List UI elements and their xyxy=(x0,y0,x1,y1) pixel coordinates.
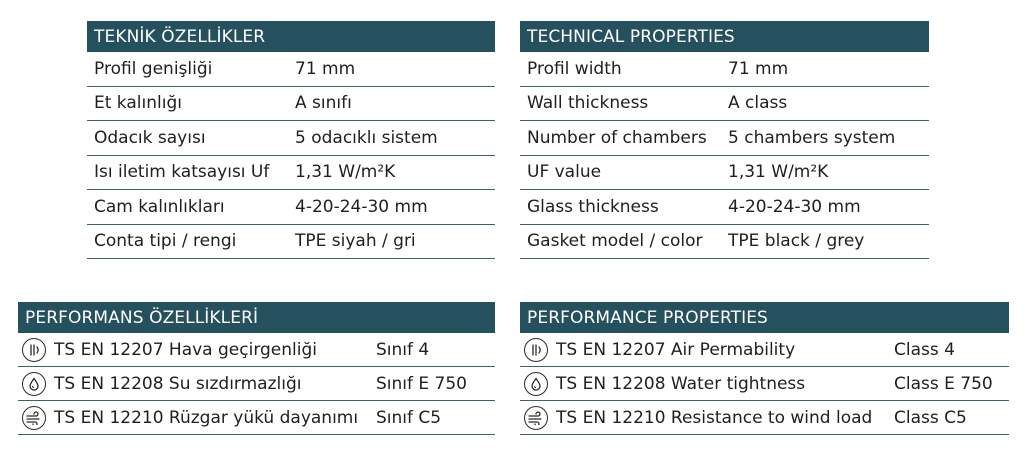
water-drop-icon xyxy=(22,372,46,396)
row-value: Sınıf C5 xyxy=(376,407,442,428)
row-value: Class C5 xyxy=(894,407,967,428)
row-value: 5 odacıklı sistem xyxy=(295,127,438,148)
table-row xyxy=(520,52,929,87)
table-row xyxy=(18,367,495,401)
table-row xyxy=(520,401,1009,435)
row-label: Et kalınlığı xyxy=(94,93,182,114)
wind-icon xyxy=(22,406,46,430)
row-label: TS EN 12208 Water tightness xyxy=(556,373,806,394)
row-value: 71 mm xyxy=(295,58,356,79)
row-value: 5 chambers system xyxy=(728,127,896,148)
performance-table-tr xyxy=(18,302,495,435)
row-label: Odacık sayısı xyxy=(94,127,206,148)
row-label: UF value xyxy=(527,162,602,183)
row-label: TS EN 12210 Resistance to wind load xyxy=(556,407,873,428)
table-row xyxy=(87,52,495,87)
table-row xyxy=(520,190,929,225)
row-value: Sınıf E 750 xyxy=(376,373,467,394)
row-value: Class 4 xyxy=(894,339,955,360)
row-label: Wall thickness xyxy=(527,93,649,114)
row-value: Class E 750 xyxy=(894,373,993,394)
row-label: Profil genişliği xyxy=(94,58,213,79)
row-value: 71 mm xyxy=(728,58,789,79)
row-value: 1,31 W/m²K xyxy=(728,162,829,183)
table-row xyxy=(520,367,1009,401)
row-label: Isı iletim katsayısı Uf xyxy=(94,162,270,183)
wind-icon xyxy=(524,406,548,430)
table-row xyxy=(520,225,929,260)
table-row xyxy=(520,156,929,191)
row-value: 1,31 W/m²K xyxy=(295,162,396,183)
row-label: Number of chambers xyxy=(527,127,707,148)
row-label: Gasket model / color xyxy=(527,231,703,252)
row-label: Profil width xyxy=(527,58,622,79)
table-row xyxy=(18,333,495,367)
table-row xyxy=(87,87,495,122)
technical-table-en xyxy=(520,21,929,259)
row-label: Cam kalınlıkları xyxy=(94,196,225,217)
technical-header-tr: TEKNİK ÖZELLİKLER xyxy=(87,21,495,52)
row-value: 4-20-24-30 mm xyxy=(728,196,861,217)
table-row xyxy=(87,190,495,225)
row-label: TS EN 12210 Rüzgar yükü dayanımı xyxy=(54,407,359,428)
row-value: TPE siyah / gri xyxy=(295,231,416,252)
table-row xyxy=(18,401,495,435)
performance-header-tr: PERFORMANS ÖZELLİKLERİ xyxy=(18,302,495,333)
table-row xyxy=(87,121,495,156)
row-value: TPE black / grey xyxy=(728,231,865,252)
table-row xyxy=(520,87,929,122)
row-label: TS EN 12207 Air Permability xyxy=(556,339,796,360)
row-label: TS EN 12208 Su sızdırmazlığı xyxy=(54,373,302,394)
row-value: A sınıfı xyxy=(295,93,352,114)
air-permeability-icon xyxy=(22,338,46,362)
row-label: Conta tipi / rengi xyxy=(94,231,237,252)
row-label: TS EN 12207 Hava geçirgenliği xyxy=(54,339,318,360)
technical-table-tr xyxy=(87,21,495,259)
performance-header-en: PERFORMANCE PROPERTIES xyxy=(520,302,1009,333)
table-row xyxy=(87,156,495,191)
water-drop-icon xyxy=(524,372,548,396)
table-row xyxy=(520,121,929,156)
table-row xyxy=(87,225,495,260)
row-label: Glass thickness xyxy=(527,196,659,217)
row-value: A class xyxy=(728,93,788,114)
air-permeability-icon xyxy=(524,338,548,362)
performance-table-en xyxy=(520,302,1009,435)
table-row xyxy=(520,333,1009,367)
row-value: Sınıf 4 xyxy=(376,339,430,360)
row-value: 4-20-24-30 mm xyxy=(295,196,428,217)
technical-header-en: TECHNICAL PROPERTIES xyxy=(520,21,929,52)
